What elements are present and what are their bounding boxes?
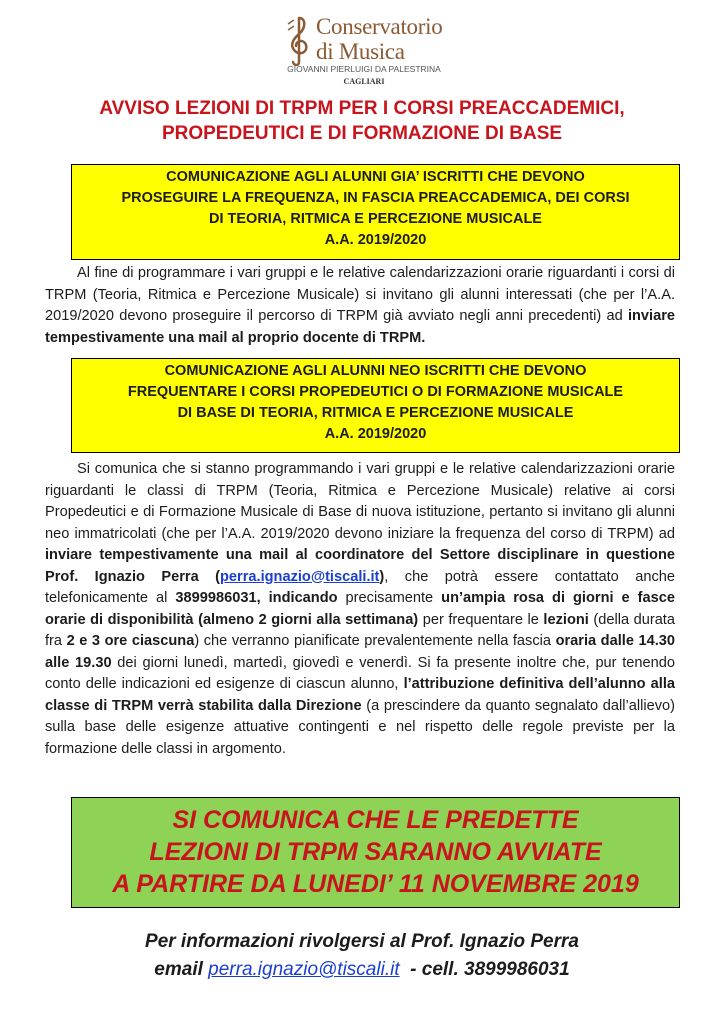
para2-bold: l’attribuzione definitiva dell’alunno alla classe di TRPM verrà stabilita dalla Direzione [45, 676, 675, 714]
logo-line-1: Conservatorio [316, 14, 443, 39]
banner-line: SI COMUNICA CHE LE PREDETTE [172, 806, 579, 834]
title-line-1: AVVISO LEZIONI DI TRPM PER I CORSI PREACCADEMICI, [99, 98, 625, 119]
notice-box-new [71, 358, 680, 453]
box2-line: A.A. 2019/2020 [324, 426, 427, 442]
box2-line: FREQUENTARE I CORSI PROPEDEUTICI O DI FORMAZIONE MUSICALE [127, 384, 624, 400]
box2-line: COMUNICAZIONE AGLI ALUNNI NEO ISCRITTI CHE DEVONO [164, 363, 587, 379]
page-title [0, 96, 724, 146]
para2-text: per frequentare le [418, 611, 544, 628]
para2-bold: un’ampia rosa di giorni e fasce orarie di disponibilità (almeno 2 giorni alla settimana) [45, 590, 675, 628]
para2-bold: ) [379, 568, 385, 585]
para2-text: (della durata fra [45, 611, 675, 649]
phone-number: 3899986031, indicando [175, 590, 338, 606]
title-line-2: PROPEDEUTICI E DI FORMAZIONE DI BASE [161, 123, 563, 144]
box1-line: COMUNICAZIONE AGLI ALUNNI GIA’ ISCRITTI CHE DEVONO [166, 169, 585, 185]
para2-text: dei giorni lunedì, martedì, giovedì e venerdì. Si fa presente inoltre che, pur tenendo conto delle indicazioni ed esigenze di ciascun alunno, [45, 654, 675, 692]
notice-box-enrolled [71, 164, 680, 260]
para2-bold: inviare tempestivamente una mail al coordinatore del Settore disciplinare in questione Prof. Ignazio Perra ( [45, 547, 675, 585]
para2-text: (a prescindere da quanto segnalato dall’allievo) sulla base delle esigenze attuative contingenti e nel rispetto delle regole previste per la formazione delle classi in argomento. [45, 697, 675, 757]
start-date-banner [71, 797, 680, 908]
box1-line: PROSEGUIRE LA FREQUENZA, IN FASCIA PREACCADEMICA, DEI CORSI [121, 190, 630, 206]
logo-line-3: GIOVANNI PIERLUIGI DA PALESTRINA [287, 64, 441, 74]
box2-line: DI BASE DI TEORIA, RITMICA E PERCEZIONE MUSICALE [177, 405, 574, 421]
box1-line: A.A. 2019/2020 [324, 232, 427, 248]
footer-contact [0, 959, 724, 981]
footer-email-label: email [154, 959, 209, 980]
para2-text: precisamente [337, 590, 442, 606]
email-link[interactable]: perra.ignazio@tiscali.it [220, 568, 380, 585]
box1-line: DI TEORIA, RITMICA E PERCEZIONE MUSICALE [209, 211, 542, 227]
banner-line: LEZIONI DI TRPM SARANNO AVVIATE [149, 838, 602, 866]
para1-text: Al fine di programmare i vari gruppi e le relative calendarizzazioni orarie riguardanti i corsi di TRPM (Teoria, Ritmica e Percezione Musicale) si invitano gli alunni interessati (che per l’A.A. 2019/2020 devono proseguire il percorso di TRPM già avviato negli anni precedenti) ad [45, 265, 675, 324]
footer-info: Per informazioni rivolgersi al Prof. Ignazio Perra [145, 931, 579, 952]
paragraph-enrolled [45, 263, 675, 349]
para2-text: Si comunica che si stanno programmando i vari gruppi e le relative calendarizzazioni orarie riguardanti le classi di TRPM (Teoria, Ritmica e Percezione Musicale) relative ai corsi Propedeutici e di Formazione Musicale di Base di nuova istituzione, pertanto si invitano gli alunni neo immatricolati (che per l’A.A. 2019/2020 devono iniziare la frequenza del corso di TRPM) ad [45, 461, 675, 542]
para2-bold: lezioni [543, 611, 589, 628]
footer-cell: - cell. 3899986031 [399, 959, 570, 980]
para2-bold: 2 e 3 ore ciascuna [66, 633, 195, 649]
para1-bold: inviare tempestivamente una mail al proprio docente di TRPM. [45, 308, 675, 346]
logo-line-4: CAGLIARI [343, 77, 385, 86]
logo-line-2: di Musica [316, 39, 405, 64]
para2-text: ) che verranno pianificate prevalentemente nella fascia [194, 633, 556, 649]
conservatorio-logo [284, 12, 444, 88]
para2-text: , che potrà essere contattato anche telefonicamente al [45, 568, 675, 606]
banner-line: A PARTIRE DA LUNEDI’ 11 NOVEMBRE 2019 [112, 870, 639, 898]
footer-email-link[interactable]: perra.ignazio@tiscali.it [208, 959, 400, 980]
para2-bold: oraria dalle 14.30 alle 19.30 [45, 633, 675, 671]
paragraph-new [45, 459, 675, 760]
treble-clef-icon [284, 14, 314, 66]
